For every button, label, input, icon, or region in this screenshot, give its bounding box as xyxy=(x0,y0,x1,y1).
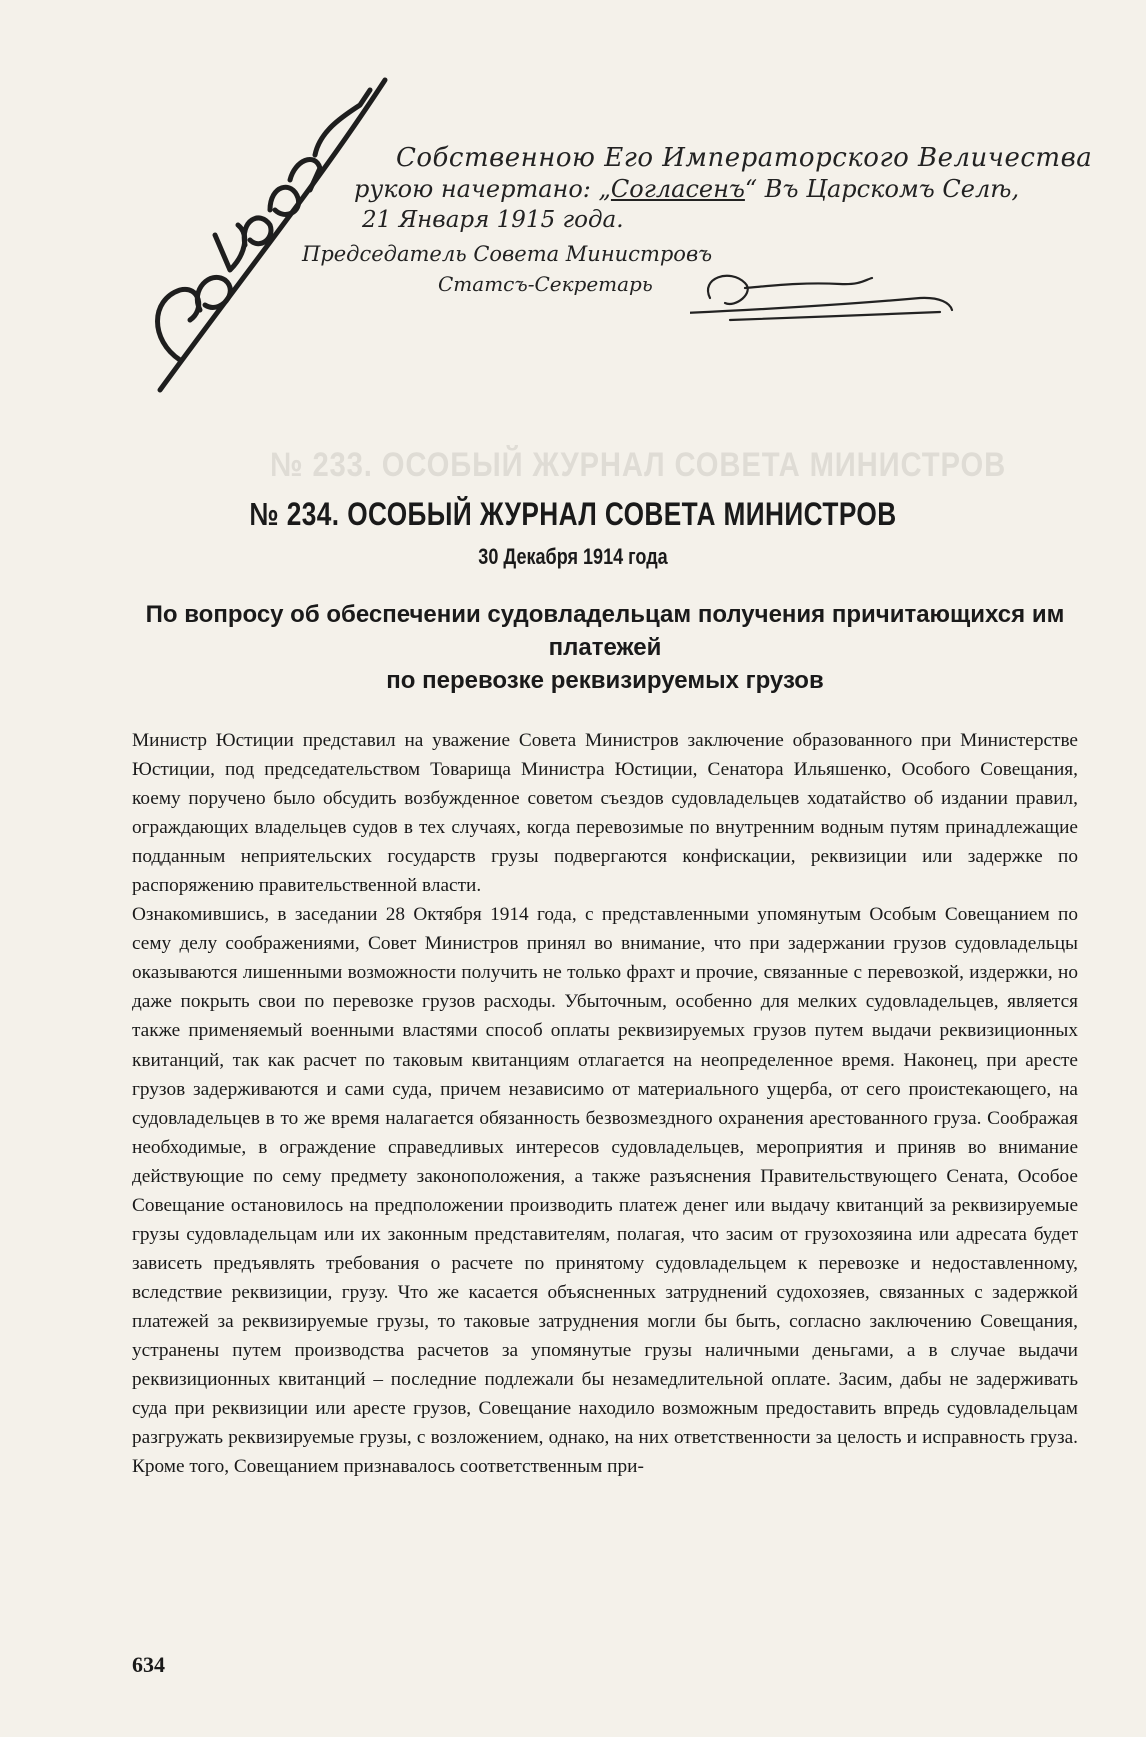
subject-line-1: По вопросу об обеспечении судовладельцам получения причитающихся им платежей xyxy=(145,601,1065,661)
resolution-line-5: Статсъ-Секретарь xyxy=(438,272,653,296)
soglasen-handwritten-stamp xyxy=(120,60,400,420)
paragraph-2: Ознакомившись, в заседании 28 Октября 1914 года, с представленными упомянутым Особым Совещанием по сему делу соображениями, Совет Министров принял во внимание, что при задержании грузов судовладельцы оказываются лишенными возможности получить не только фрахт и прочие, связанные с перевозкой, издержки, но даже покрыть свои по перевозке грузов расходы. Убыточным, особенно для мелких судовладельцев, является также применяемый военными властями способ оплаты реквизируемых грузов путем выдачи реквизиционных квитанций, так как расчет по таковым квитанциям отлагается на неопределенное время. Наконец, при аресте грузов задерживаются и сами суда, причем независимо от материального ущерба, от сего проистекающего, на судовладельцев в то же время налагается обязанность безвозмездного охранения арестованного груза. Соображая необходимые, в ограждение справедливых интересов судовладельцев, мероприятия и приняв во внимание действующие по сему предмету законоположения, а также разъяснения Правительствующего Сената, Особое Совещание остановилось на предположении производить платеж денег или выдачу квитанций за реквизируемые грузы судовладельцам или их законным представителям, полагая, что засим от грузохозяина или адресата будет зависеть предъявлять требования о расчете по принятому судовладельцем к перевозке и недоставленному, вследствие реквизиции, грузу. Что же касается объясненных затруднений судохозяев, связанных с задержкой платежей за реквизируемые грузы, то таковые затруднения могли бы быть, согласно заключению Совещания, устранены путем производства расчетов за упомянутые грузы наличными деньгами, а в случае выдачи реквизиционных квитанций – последние подлежали бы незамедлительной оплате. Засим, дабы не задерживать суда при реквизиции или аресте грузов, Совещание находило возможным предоставить впредь судовладельцам разгружать реквизируемые грузы, с возложением, однако, на них ответственности за целость и исправность груза. Кроме того, Совещанием признавалось соответственным при- xyxy=(132,904,1078,1478)
resolution-line-1: Собственною Его Императорского Величества xyxy=(396,143,1093,173)
resolution-line-3: 21 Января 1915 года. xyxy=(362,207,624,233)
signature-goremykin xyxy=(690,258,970,338)
document-date: 30 Декабря 1914 года xyxy=(478,544,668,569)
resolution-line-2-post: “ Въ Царскомъ Селѣ, xyxy=(744,175,1020,203)
document-body xyxy=(132,726,1078,1481)
bleed-through-title: № 233. ОСОБЫЙ ЖУРНАЛ СОВЕТА МИНИСТРОВ xyxy=(270,446,1007,484)
page-number: 634 xyxy=(132,1652,165,1677)
document-title: № 234. ОСОБЫЙ ЖУРНАЛ СОВЕТА МИНИСТРОВ xyxy=(249,496,897,532)
resolution-line-2-pre: рукою начертано: „ xyxy=(354,175,611,203)
resolution-line-2 xyxy=(354,175,1019,203)
document-subject xyxy=(132,598,1078,697)
paragraph-1: Министр Юстиции представил на уважение Совета Министров заключение образованного при Министерстве Юстиции, под председательством Товарища Министра Юстиции, Сенатора Ильяшенко, Особого Совещания, коему поручено было обсудить возбужденное советом съездов судовладельцев ходатайство об издании правил, ограждающих владельцев судов в тех случаях, когда перевозимые по внутренним водным путям принадлежащие подданным неприятельских государств грузы подвергаются конфискации, реквизиции или задержке по распоряжению правительственной власти. xyxy=(132,730,1078,897)
resolution-line-4: Председатель Совета Министровъ xyxy=(302,242,713,266)
subject-line-2: по перевозке реквизируемых грузов xyxy=(386,667,824,694)
resolution-soglasen-word: Согласенъ xyxy=(610,175,745,203)
